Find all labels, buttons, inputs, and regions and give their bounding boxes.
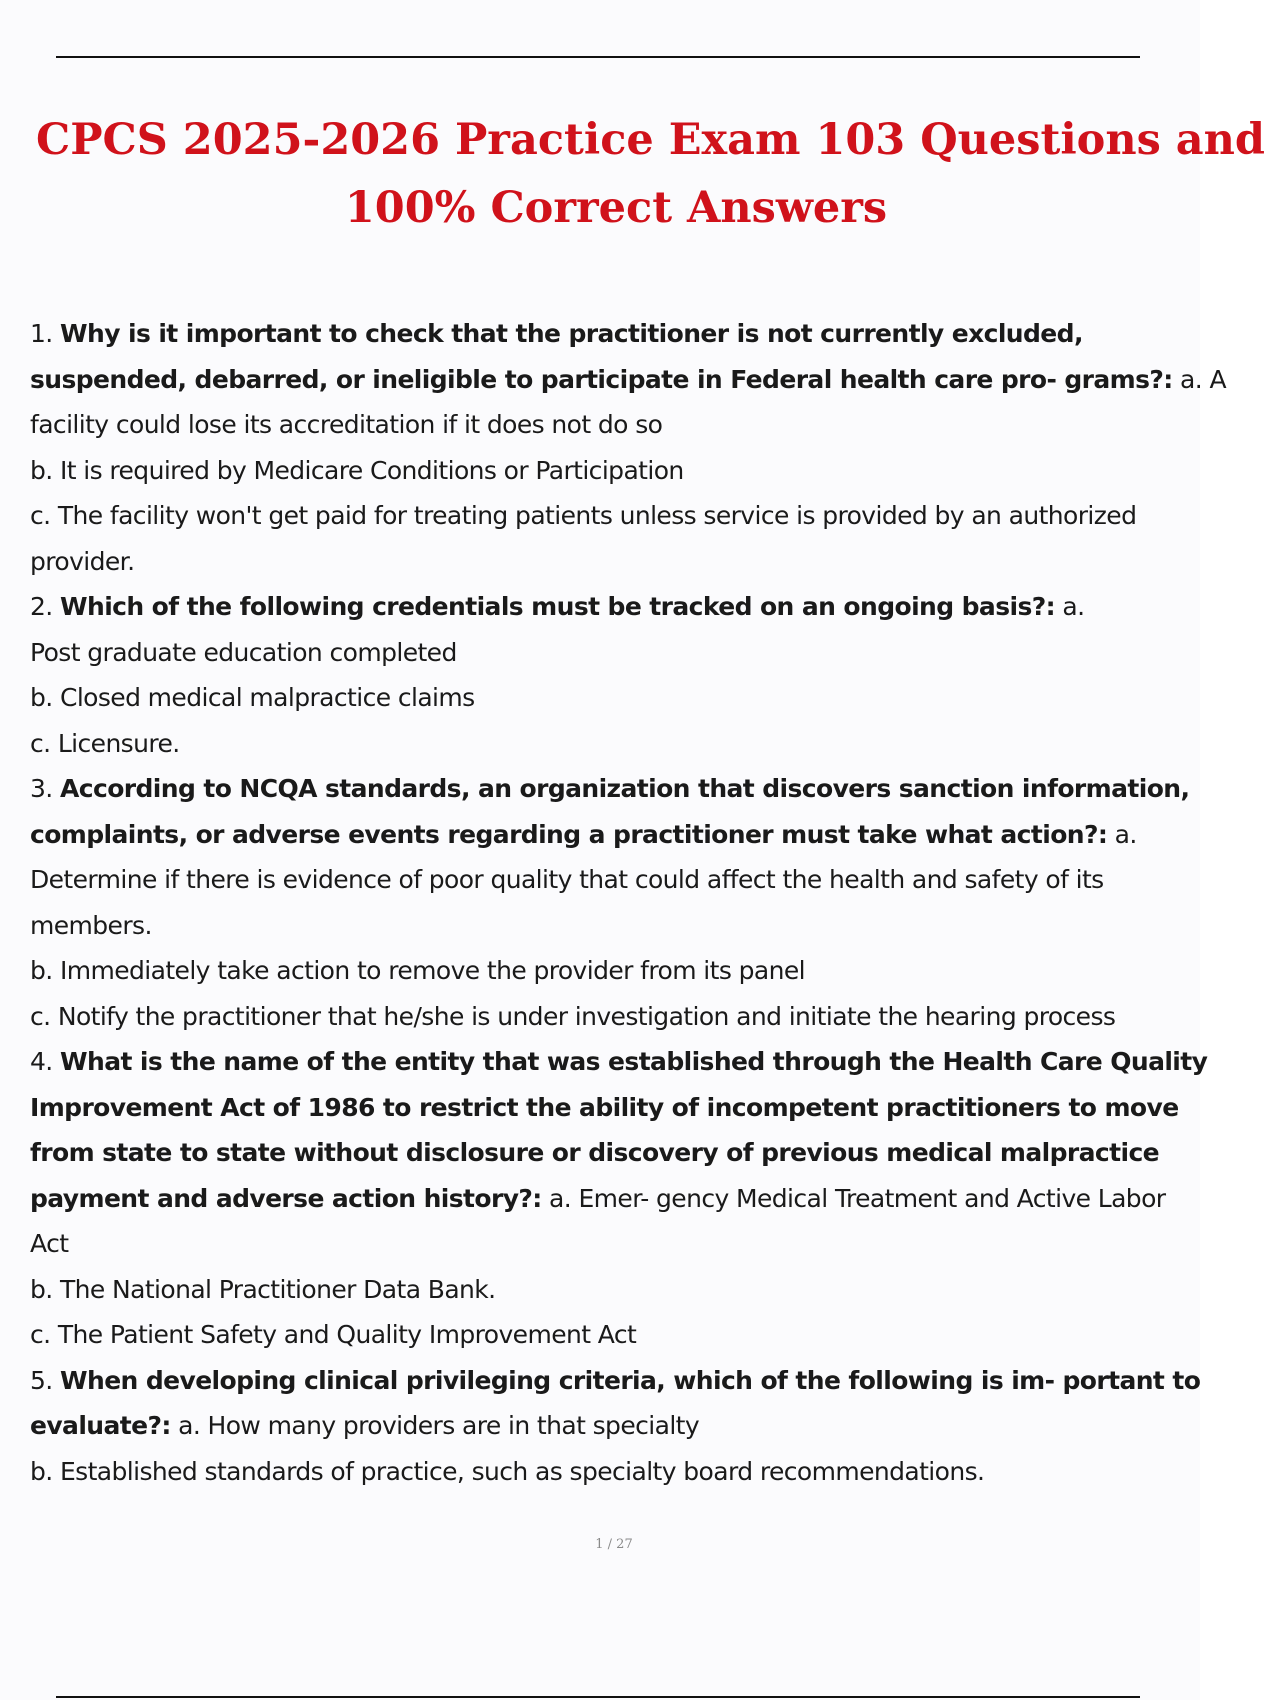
answer-option-a: a.: [1055, 592, 1085, 621]
title-line-1: CPCS 2025-2026 Practice Exam 103 Questions and: [36, 115, 1265, 165]
answer-option-c: c. The Patient Safety and Quality Improvement Act: [30, 1320, 637, 1349]
question-text: evaluate?:: [30, 1411, 171, 1440]
question-4-line-3: [30, 1130, 1186, 1176]
answer-option-c: c. Licensure.: [30, 728, 180, 758]
question-number: 3.: [30, 774, 53, 803]
question-text: According to NCQA standards, an organization that discovers sanction information,: [60, 774, 1190, 803]
question-text: What is the name of the entity that was established through the Health Care Quality: [60, 1047, 1208, 1076]
answer-option-a: a. Emer- gency Medical Treatment and Active Labor: [541, 1183, 1166, 1213]
answer-option-a: a. A: [1172, 364, 1226, 394]
question-text: Which of the following credentials must be tracked on an ongoing basis?:: [60, 592, 1056, 621]
document-title: [36, 106, 1265, 242]
answer-option-b: b. It is required by Medicare Conditions or Participation: [30, 455, 684, 485]
question-text: When developing clinical privileging criteria, which of the following is im- portant to: [60, 1365, 1201, 1395]
title-line-2: 100% Correct Answers: [344, 183, 888, 233]
question-3-line-1: [30, 766, 1190, 812]
answer-option-b: b. Closed medical malpractice claims: [30, 683, 475, 712]
question-number: 5.: [30, 1365, 53, 1395]
answer-option-c-cont: provider.: [30, 546, 135, 576]
answer-option-a-cont: facility could lose its accreditation if it does not do so: [30, 410, 663, 439]
question-3-line-3: [30, 857, 1186, 903]
question-5-line-2: [30, 1403, 1186, 1449]
question-3-line-2: [30, 812, 1186, 858]
question-2-line-1: [30, 584, 1186, 630]
answer-option-b: b. Established standards of practice, such as specialty board recommendations.: [30, 1456, 985, 1486]
question-4-line-5: [30, 1221, 1186, 1267]
question-number: 1.: [30, 319, 53, 348]
bottom-rule: [56, 1696, 1140, 1698]
question-text: payment and adverse action history?:: [30, 1183, 542, 1213]
question-text: complaints, or adverse events regarding a practitioner must take what action?:: [30, 819, 1108, 849]
answer-option-a: a.: [1107, 819, 1137, 849]
answer-option-a-cont: Post graduate education completed: [30, 637, 457, 667]
question-number: 4.: [30, 1047, 53, 1076]
answer-option-b: b. Immediately take action to remove the provider from its panel: [30, 956, 805, 985]
question-1-line-1: [30, 311, 1186, 357]
question-list: [30, 311, 1226, 1494]
question-1-line-3: [30, 402, 1186, 448]
answer-option-c: c. Notify the practitioner that he/she is under investigation and initiate the hearing process: [30, 1001, 1116, 1031]
question-text: Improvement Act of 1986 to restrict the ability of incompetent practitioners to move: [30, 1092, 1179, 1122]
question-1-line-2: [30, 357, 1226, 403]
question-2-line-2: [30, 630, 1186, 676]
question-text: from state to state without disclosure or discovery of previous medical malpractice: [30, 1138, 1160, 1167]
question-4-line-2: [30, 1085, 1186, 1131]
answer-option-b: b. The National Practitioner Data Bank.: [30, 1274, 496, 1304]
answer-option-a: a. How many providers are in that specialty: [170, 1411, 700, 1440]
question-number: 2.: [30, 592, 53, 621]
question-5-line-1: [30, 1358, 1201, 1404]
page-number: 1 / 27: [595, 1537, 633, 1552]
answer-option-a-cont: Determine if there is evidence of poor quality that could affect the health and safety of its: [30, 865, 1104, 894]
question-4-line-1: [30, 1039, 1208, 1085]
question-text: suspended, debarred, or ineligible to participate in Federal health care pro- grams?:: [30, 364, 1173, 394]
answer-option-c: c. The facility won't get paid for treating patients unless service is provided by an authorized: [30, 501, 1137, 530]
top-rule: [56, 56, 1140, 58]
question-3-line-4: [30, 903, 1186, 949]
question-text: Why is it important to check that the practitioner is not currently excluded,: [60, 319, 1083, 348]
answer-option-a-cont: Act: [30, 1229, 69, 1258]
answer-option-a-cont: members.: [30, 910, 152, 940]
question-4-line-4: [30, 1176, 1186, 1222]
